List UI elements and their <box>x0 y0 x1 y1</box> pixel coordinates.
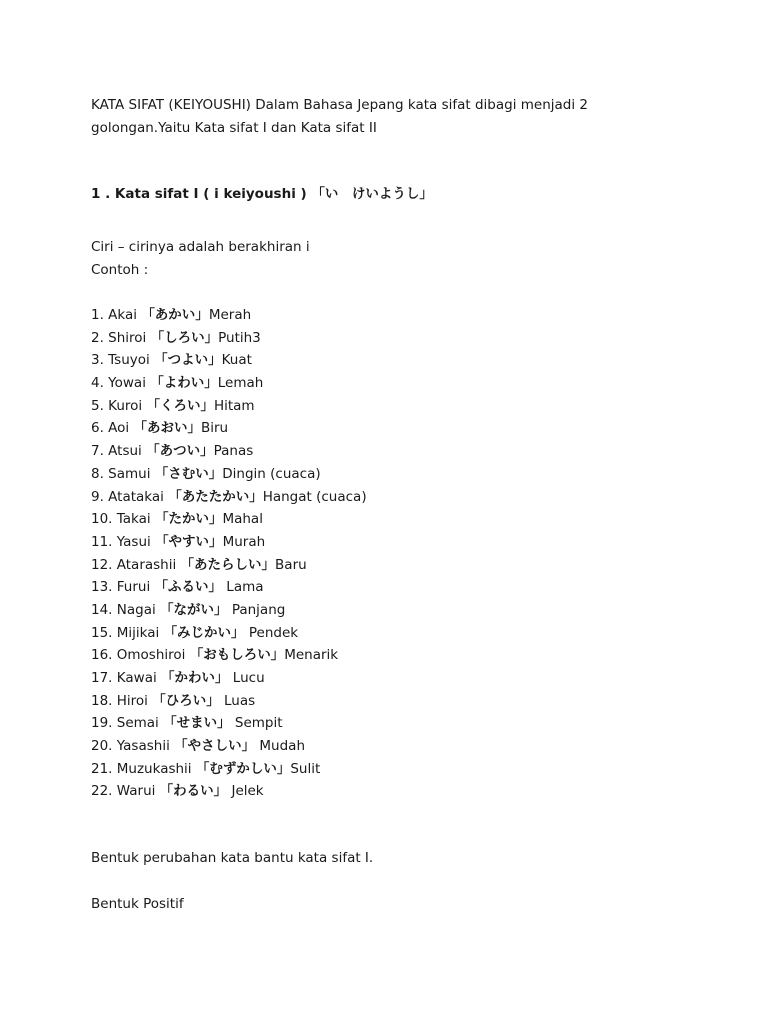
kana-word: 「みじかい」 <box>163 624 245 641</box>
romaji-word: 18. Hiroi <box>91 692 153 709</box>
list-item <box>91 554 711 577</box>
kana-word: 「あつい」 <box>146 443 214 460</box>
romaji-word: 22. Warui <box>91 783 160 800</box>
list-item <box>91 735 711 758</box>
meaning: Sempit <box>230 715 283 732</box>
document-content <box>91 94 711 916</box>
meaning: Jelek <box>227 783 264 800</box>
kana-word: 「むずかしい」 <box>195 760 291 777</box>
list-item <box>91 667 711 690</box>
meaning: Menarik <box>284 647 339 664</box>
list-item <box>91 327 711 350</box>
meaning: Murah <box>222 533 266 550</box>
list-item <box>91 576 711 599</box>
romaji-word: 20. Yasashii <box>91 738 175 755</box>
intro-line-1: KATA SIFAT (KEIYOUSHI) Dalam Bahasa Jepang kata sifat dibagi menjadi 2 <box>91 97 588 113</box>
meaning: Merah <box>208 307 252 323</box>
romaji-word: 9. Atatakai <box>91 488 169 505</box>
kana-word: 「わるい」 <box>159 783 228 800</box>
romaji-word: 12. Atarashii <box>91 556 181 573</box>
list-item <box>91 304 711 327</box>
meaning: Panas <box>213 443 254 460</box>
ciri-line: Ciri – cirinya adalah berakhiran i <box>91 239 310 255</box>
intro-line-2: golongan.Yaitu Kata sifat I dan Kata sifat II <box>91 120 377 136</box>
list-item <box>91 508 711 531</box>
romaji-word: 11. Yasui <box>91 533 156 550</box>
list-item <box>91 463 711 486</box>
list-item <box>91 417 711 440</box>
kana-word: 「あおい」 <box>133 420 201 437</box>
kana-word: 「かわい」 <box>161 670 229 686</box>
kana-word: 「よわい」 <box>150 375 218 392</box>
kana-word: 「くろい」 <box>146 397 214 414</box>
meaning: Dingin (cuaca) <box>222 465 321 482</box>
kana-word: 「やすい」 <box>155 533 223 550</box>
list-item <box>91 349 711 372</box>
list-item <box>91 712 711 735</box>
romaji-word: 16. Omoshiroi <box>91 647 190 664</box>
bentuk-heading: Bentuk perubahan kata bantu kata sifat I. <box>91 850 374 867</box>
meaning: Lemah <box>217 375 264 392</box>
kana-word: 「たかい」 <box>154 511 223 528</box>
kana-word: 「つよい」 <box>154 352 222 369</box>
romaji-word: 10. Takai <box>91 511 155 528</box>
list-item <box>91 780 711 803</box>
list-item <box>91 644 711 667</box>
meaning: Putih3 <box>218 329 261 346</box>
meaning: Mudah <box>255 738 306 755</box>
list-item <box>91 486 711 509</box>
list-item <box>91 622 711 645</box>
romaji-word: 5. Kuroi <box>91 397 147 414</box>
kana-word: 「やさしい」 <box>174 738 256 755</box>
meaning: Biru <box>200 420 229 437</box>
romaji-word: 8. Samui <box>91 465 155 482</box>
romaji-word: 14. Nagai <box>91 601 161 618</box>
romaji-word: 3. Tsuyoi <box>91 352 155 369</box>
romaji-word: 7. Atsui <box>91 443 147 460</box>
kana-word: 「あかい」 <box>141 307 209 323</box>
romaji-word: 2. Shiroi <box>91 329 151 346</box>
ciri-paragraph <box>91 236 711 282</box>
romaji-word: 6. Aoi <box>91 420 134 437</box>
kana-word: 「せまい」 <box>163 715 231 732</box>
list-item <box>91 395 711 418</box>
meaning: Pendek <box>244 624 299 641</box>
list-item <box>91 531 711 554</box>
meaning: Hitam <box>213 397 255 414</box>
meaning: Hangat (cuaca) <box>262 488 367 505</box>
section-heading: 1 . Kata sifat I ( i keiyoushi ) 「い けいようし」 <box>91 186 433 202</box>
kana-word: 「あたたかい」 <box>168 488 263 505</box>
meaning: Baru <box>275 556 307 573</box>
kana-word: 「ふるい」 <box>154 579 222 596</box>
list-item <box>91 440 711 463</box>
list-item <box>91 758 711 781</box>
meaning: Kuat <box>221 352 252 369</box>
romaji-word: 19. Semai <box>91 715 164 732</box>
kana-word: 「さむい」 <box>154 465 223 482</box>
contoh-label: Contoh : <box>91 262 149 278</box>
meaning: Lama <box>222 579 264 596</box>
romaji-word: 4. Yowai <box>91 375 151 392</box>
romaji-word: 1. Akai <box>91 307 142 323</box>
kana-word: 「おもしろい」 <box>189 647 285 664</box>
positif-heading: Bentuk Positif <box>91 896 184 913</box>
kana-word: 「あたらしい」 <box>180 556 276 573</box>
example-list <box>91 304 711 803</box>
meaning: Sulit <box>290 760 321 777</box>
meaning: Lucu <box>228 670 265 686</box>
list-item <box>91 372 711 395</box>
meaning: Luas <box>219 692 256 709</box>
romaji-word: 15. Mijikai <box>91 624 164 641</box>
romaji-word: 13. Furui <box>91 579 155 596</box>
romaji-word: 21. Muzukashii <box>91 760 196 777</box>
meaning: Panjang <box>227 601 286 618</box>
list-item <box>91 599 711 622</box>
kana-word: 「ひろい」 <box>152 692 220 709</box>
kana-word: 「しろい」 <box>150 329 219 346</box>
kana-word: 「ながい」 <box>160 601 228 618</box>
list-item <box>91 690 711 713</box>
romaji-word: 17. Kawai <box>91 670 162 686</box>
meaning: Mahal <box>222 511 263 528</box>
intro-paragraph <box>91 94 711 140</box>
